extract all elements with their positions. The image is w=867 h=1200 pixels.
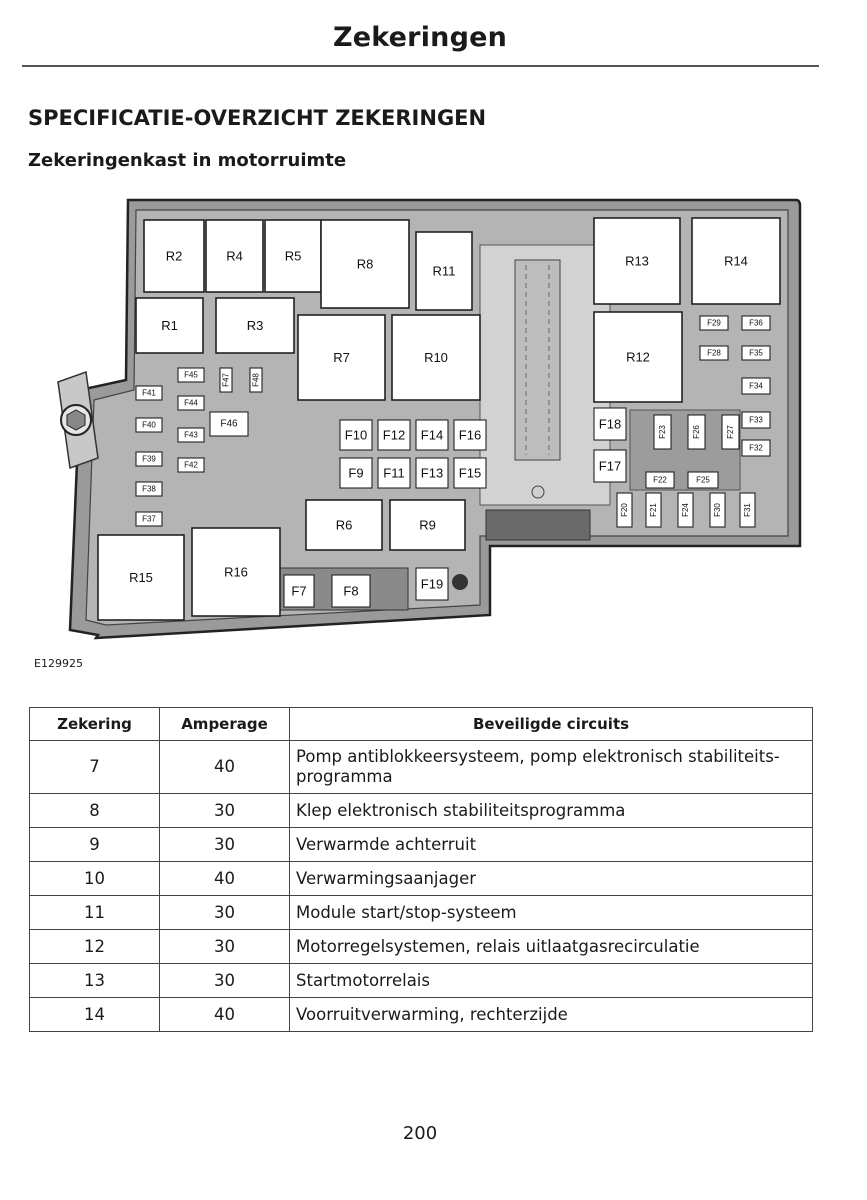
fuse-f25 (688, 472, 718, 488)
fuse-box-diagram (28, 190, 808, 650)
fuse-f39 (136, 452, 162, 466)
header-divider (22, 65, 819, 67)
fuse-f35 (742, 346, 770, 360)
fuse-f16 (454, 420, 486, 450)
component-label: F24 (681, 503, 690, 517)
fuse-f38 (136, 482, 162, 496)
component-label: F20 (620, 503, 629, 517)
fuse-f43 (178, 428, 204, 442)
relay-r14 (692, 218, 780, 304)
component-label: R8 (356, 256, 374, 272)
fuse-amperage: 30 (160, 896, 290, 930)
fuse-f31 (740, 493, 755, 527)
component-label: R3 (246, 318, 264, 333)
fuse-f24 (678, 493, 693, 527)
fuse-f37 (136, 512, 162, 526)
component-label: R12 (626, 349, 650, 365)
fuse-number: 8 (30, 794, 160, 828)
component-label: R11 (432, 263, 456, 279)
component-label: F26 (692, 425, 701, 439)
fuse-f33 (742, 412, 770, 428)
component-label: F11 (383, 465, 405, 481)
relay-r12 (594, 312, 682, 402)
header-fuse: Zekering (30, 708, 160, 741)
retaining-peg (452, 574, 468, 590)
component-label: F45 (184, 370, 198, 380)
fuse-f23 (654, 415, 671, 449)
component-label: F25 (696, 475, 710, 485)
component-label: F28 (707, 348, 721, 358)
relay-r3 (216, 298, 294, 353)
fuse-f36 (742, 316, 770, 330)
component-label: F35 (749, 348, 763, 358)
relay-r8 (321, 220, 409, 308)
fuse-f18 (594, 408, 626, 440)
component-label: F7 (291, 583, 307, 599)
fuse-f8 (332, 575, 370, 607)
fuse-amperage: 40 (160, 998, 290, 1032)
fuse-f14 (416, 420, 448, 450)
fuse-number: 14 (30, 998, 160, 1032)
fuse-amperage: 40 (160, 741, 290, 794)
component-label: F17 (598, 458, 622, 474)
fuse-f17 (594, 450, 626, 482)
connector-block (480, 245, 610, 505)
fuse-f9 (340, 458, 372, 488)
fuse-circuits: Klep elektronisch stabiliteitsprogramma (290, 794, 813, 828)
component-label: F46 (220, 418, 238, 430)
fuse-f32 (742, 440, 770, 456)
component-label: F27 (726, 425, 735, 439)
component-label: R14 (724, 253, 748, 269)
component-label: F13 (420, 465, 444, 481)
relay-r6 (306, 500, 382, 550)
component-label: F40 (142, 420, 156, 430)
component-label: F22 (653, 475, 667, 485)
component-label: R4 (226, 248, 243, 264)
fuse-f45 (178, 368, 204, 382)
fuse-f12 (378, 420, 410, 450)
component-label: F18 (598, 416, 622, 432)
fuse-f15 (454, 458, 486, 488)
component-label: F37 (142, 514, 156, 524)
fuse-f30 (710, 493, 725, 527)
component-label: F12 (382, 427, 406, 443)
fuse-circuits: Voorruitverwarming, rechterzijde (290, 998, 813, 1032)
fuse-f34 (742, 378, 770, 394)
component-label: R16 (224, 564, 248, 580)
fuse-amperage: 30 (160, 794, 290, 828)
fuse-specification-table (29, 707, 813, 1032)
component-label: R13 (625, 253, 649, 269)
relay-r10 (392, 315, 480, 400)
fuse-f28 (700, 346, 728, 360)
fuse-f21 (646, 493, 661, 527)
fuse-f20 (617, 493, 632, 527)
component-label: F9 (348, 465, 364, 481)
component-label: F10 (344, 427, 368, 443)
component-label: F48 (251, 373, 261, 387)
component-label: F31 (743, 503, 752, 517)
fuse-f19 (416, 568, 448, 600)
component-label: F8 (343, 583, 359, 599)
table-row (30, 896, 813, 930)
fuse-number: 13 (30, 964, 160, 998)
fuse-f41 (136, 386, 162, 400)
fuse-f7 (284, 575, 314, 607)
fuse-circuits: Startmotorrelais (290, 964, 813, 998)
fuse-f26 (688, 415, 705, 449)
component-label: R7 (333, 350, 350, 365)
relay-r11 (416, 232, 472, 310)
fuse-number: 7 (30, 741, 160, 794)
fuse-number: 10 (30, 862, 160, 896)
component-label: F36 (749, 318, 763, 328)
relay-r2 (144, 220, 204, 292)
component-label: F47 (221, 373, 231, 387)
component-label: F38 (142, 484, 156, 494)
component-label: F39 (142, 454, 156, 464)
fuse-f10 (340, 420, 372, 450)
relay-r7 (298, 315, 385, 400)
component-label: R6 (335, 517, 353, 533)
dark-connector-strip (486, 510, 590, 540)
component-label: F43 (184, 430, 198, 440)
relay-r13 (594, 218, 680, 304)
component-label: F15 (458, 465, 482, 481)
component-label: R1 (161, 318, 178, 333)
fuse-amperage: 30 (160, 964, 290, 998)
table-row (30, 741, 813, 794)
component-label: F34 (749, 381, 763, 391)
component-label: F23 (658, 425, 667, 439)
page-number: 200 (402, 1123, 438, 1144)
fuse-f13 (416, 458, 448, 488)
fuse-f11 (378, 458, 410, 488)
fuse-circuits: Module start/stop-systeem (290, 896, 813, 930)
fuse-number: 9 (30, 828, 160, 862)
component-label: F29 (707, 318, 721, 328)
component-label: F19 (420, 576, 444, 592)
header-circuits: Beveiligde circuits (290, 708, 813, 741)
component-label: F30 (713, 503, 722, 517)
fuse-circuits: Verwarmingsaanjager (290, 862, 813, 896)
component-label: R10 (424, 350, 448, 365)
fuse-amperage: 40 (160, 862, 290, 896)
fuse-number: 11 (30, 896, 160, 930)
fuse-circuits: Verwarmde achterruit (290, 828, 813, 862)
header-amperage: Amperage (160, 708, 290, 741)
table-header-row (30, 708, 813, 741)
table-row (30, 828, 813, 862)
fuse-circuits: Pomp antiblokkeersysteem, pomp elektronisch stabiliteits-programma (290, 741, 813, 794)
component-label: R9 (419, 517, 436, 533)
fuse-amperage: 30 (160, 828, 290, 862)
table-row (30, 998, 813, 1032)
section-title: SPECIFICATIE-OVERZICHT ZEKERINGEN (28, 106, 487, 130)
relay-r16 (192, 528, 280, 616)
component-label: R15 (129, 570, 153, 585)
fuse-f47 (220, 368, 232, 392)
table-row (30, 862, 813, 896)
component-label: R5 (284, 248, 302, 264)
relay-r5 (265, 220, 321, 292)
fuse-amperage: 30 (160, 930, 290, 964)
table-row (30, 794, 813, 828)
fuse-f29 (700, 316, 728, 330)
fuse-circuits: Motorregelsystemen, relais uitlaatgasrecirculatie (290, 930, 813, 964)
component-label: F14 (420, 427, 444, 443)
figure-code: E129925 (34, 657, 83, 670)
component-label: F41 (142, 388, 156, 398)
table-row (30, 964, 813, 998)
component-label: F21 (649, 503, 658, 517)
fuse-f46 (210, 412, 248, 436)
component-label: F33 (749, 415, 763, 425)
component-label: R2 (165, 248, 183, 264)
component-label: F16 (458, 427, 482, 443)
fuse-f48 (250, 368, 262, 392)
relay-r4 (206, 220, 263, 292)
subsection-title: Zekeringenkast in motorruimte (28, 150, 347, 171)
relay-r1 (136, 298, 203, 353)
fuse-f42 (178, 458, 204, 472)
fuse-f27 (722, 415, 739, 449)
component-label: F42 (184, 460, 198, 470)
fuse-f40 (136, 418, 162, 432)
relay-r15 (98, 535, 184, 620)
fuse-number: 12 (30, 930, 160, 964)
relay-r9 (390, 500, 465, 550)
component-label: F32 (749, 443, 763, 453)
table-row (30, 930, 813, 964)
fuse-f44 (178, 396, 204, 410)
fuse-f22 (646, 472, 674, 488)
component-label: F44 (184, 398, 198, 408)
chapter-title: Zekeringen (332, 22, 508, 53)
